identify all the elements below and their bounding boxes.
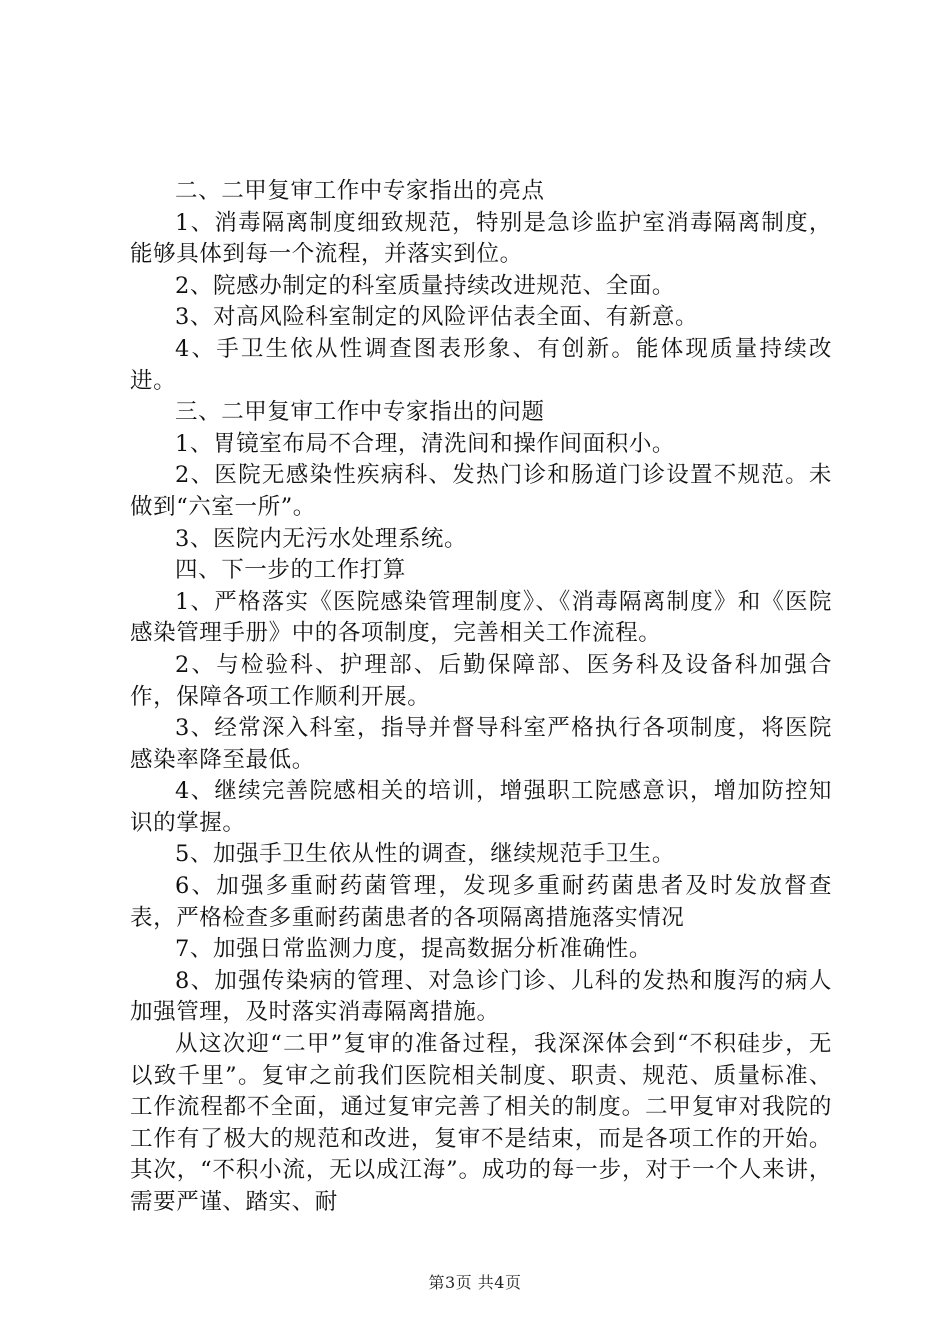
- list-item: 1、严格落实《医院感染管理制度》、《消毒隔离制度》和《医院感染管理手册》中的各项制度，完善相关工作流程。: [130, 588, 832, 647]
- list-item: 2、院感办制定的科室质量持续改进规范、全面。: [175, 272, 676, 299]
- section-heading-problems: 三、二甲复审工作中专家指出的问题: [175, 399, 545, 426]
- list-item: 7、加强日常监测力度，提高数据分析准确性。: [175, 936, 652, 963]
- section-heading-next-steps: 四、下一步的工作打算: [175, 557, 407, 584]
- list-item: 5、加强手卫生依从性的调查，继续规范手卫生。: [175, 841, 676, 868]
- document-body: [130, 176, 832, 1219]
- list-item: 1、胃镜室布局不合理，清洗间和操作间面积小。: [175, 430, 676, 457]
- list-item: 4、手卫生依从性调查图表形象、有创新。能体现质量持续改进。: [130, 335, 832, 394]
- list-item: 3、医院内无污水处理系统。: [175, 525, 468, 552]
- list-item: 1、消毒隔离制度细致规范，特别是急诊监护室消毒隔离制度，能够具体到每一个流程，并落实到位。: [130, 209, 832, 268]
- list-item: 8、加强传染病的管理、对急诊门诊、儿科的发热和腹泻的病人加强管理，及时落实消毒隔离措施。: [130, 967, 832, 1026]
- list-item: 6、加强多重耐药菌管理，发现多重耐药菌患者及时发放督查表，严格检查多重耐药菌患者的各项隔离措施落实情况: [130, 873, 832, 931]
- page-number-footer: 第3页 共4页: [428, 1273, 522, 1292]
- list-item: 3、对高风险科室制定的风险评估表全面、有新意。: [175, 304, 699, 331]
- list-item: 3、经常深入科室，指导并督导科室严格执行各项制度，将医院感染率降至最低。: [130, 715, 832, 773]
- list-item: 2、医院无感染性疾病科、发热门诊和肠道门诊设置不规范。未做到“六室一所”。: [130, 462, 832, 520]
- list-item: 2、与检验科、护理部、后勤保障部、医务科及设备科加强合作，保障各项工作顺利开展。: [130, 651, 832, 710]
- section-heading-highlights: 二、二甲复审工作中专家指出的亮点: [175, 178, 545, 204]
- list-item: 4、继续完善院感相关的培训，增强职工院感意识，增加防控知识的掌握。: [130, 778, 832, 836]
- closing-paragraph: 从这次迎“二甲”复审的准备过程，我深深体会到“不积硅步，无以致千里”。复审之前我们医院相关制度、职责、规范、质量标准、工作流程都不全面，通过复审完善了相关的制度。二甲复审对我院的工作有了极大的规范和改进，复审不是结束，而是各项工作的开始。其次，“不积小流，无以成江海”。成功的每一步，对于一个人来讲，需要严谨、踏实、耐: [130, 1031, 832, 1215]
